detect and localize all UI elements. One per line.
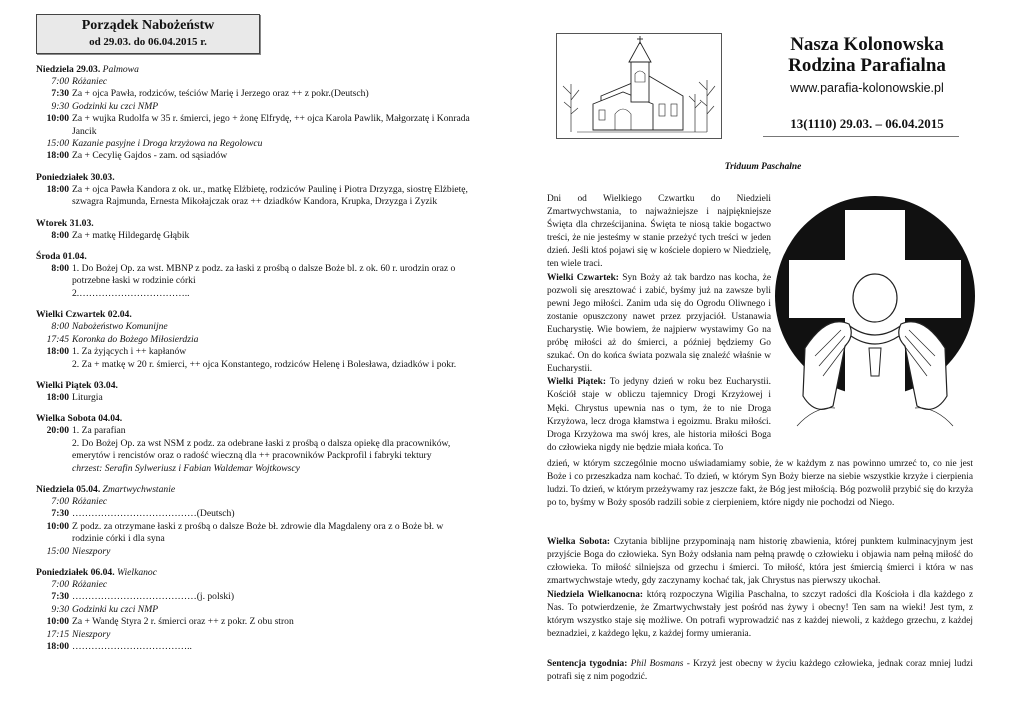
czwartek-text: Syn Boży aż tak bardzo nas kocha, że pozwoli się aresztować i zabić, byśmy już na zawsze byli pewni Jego miłości. Zanim uda się do Ogrodu Oliwnego i zostanie opuszczony nawet przez przyjaciół. Ustanawia Eucharystię. Wie bowiem, że najpierw wystawimy Go na próbę miłości aż do śmierci, a później będziemy Go szukać. On do końca świata pozwala się znaleźć właśnie w Eucharystii.	[547, 272, 771, 375]
day-title	[36, 380, 476, 392]
mass-intention: …………………………………(j. polski)	[72, 591, 235, 603]
schedule-row	[36, 113, 476, 138]
mass-time: 18:00	[46, 346, 69, 358]
section-title: Triduum Paschalne	[724, 162, 802, 172]
mass-intention: …………………………………(Deutsch)	[72, 508, 235, 520]
mass-time: 8:00	[51, 229, 69, 241]
schedule-days	[36, 64, 476, 653]
piatek-paragraph	[547, 376, 771, 455]
issue-number: 13(1110) 29.03. – 06.04.2015	[790, 116, 944, 131]
mass-intention: Za + wujka Rudolfa w 35 r. śmierci, jego + żonę Elfrydę, ++ ojca Karola Pawlik, Małgorzatę i Konrada Jancik	[72, 113, 470, 137]
schedule-day	[36, 484, 476, 558]
day-date: Wielki Czwartek 02.04.	[36, 309, 132, 321]
day-title	[36, 484, 476, 496]
sentencja-text: - Krzyż jest obecny w życiu każdego człowieka, jednak coraz mniej ludzi potrafi się z nim pogodzić.	[547, 659, 974, 683]
schedule-day	[36, 413, 476, 475]
mass-time: 18:00	[46, 150, 69, 162]
day-note: Wielkanoc	[117, 566, 157, 578]
divider	[763, 136, 959, 137]
schedule-row	[36, 392, 476, 404]
schedule-row	[36, 579, 476, 591]
mass-time	[36, 359, 72, 371]
schedule-day	[36, 380, 476, 404]
schedule-row	[36, 359, 476, 371]
schedule-row	[36, 150, 476, 162]
mass-intention: 2. Do Bożej Op. za wst NSM z podz. za odebrane łaski z prośbą o dalsza opiekę dla pracowników, emerytów i rencistów oraz o radość wieczną dla ++ pracowników Packprofil i fabryki tektury	[72, 437, 451, 462]
masthead	[543, 24, 975, 144]
mass-intention: Godzinki ku czci NMP	[72, 100, 159, 112]
day-title	[36, 251, 476, 263]
piatek-text: To jedyny dzień w roku bez Eucharystii. Kościół staje w obliczu tajemnicy Drogi Krzyżowej i Męki. Chrystus upewnia nas o tym, że to nie Droga Krzyżowa, lecz droga kłamstwa i egoizmu. Braku miłości. Droga Krzyżowa ma swój kres, ale historia miłości Boga do człowieka nigdy nie będzie miała końca. To	[547, 377, 771, 453]
day-title	[36, 567, 476, 579]
schedule-day	[36, 172, 476, 209]
schedule-row	[36, 521, 476, 546]
mass-intention: 1. Za żyjących i ++ kapłanów	[72, 346, 187, 358]
mass-intention: Różaniec	[72, 578, 108, 590]
mass-time	[36, 288, 72, 300]
mass-time: 18:00	[46, 183, 69, 195]
mass-time	[36, 463, 72, 475]
schedule-row	[36, 616, 476, 628]
day-date: Wielka Sobota 04.04.	[36, 413, 123, 425]
mass-intention: Nieszpory	[72, 545, 111, 557]
sentencja-author: Phil Bosmans	[630, 659, 684, 669]
mass-schedule	[36, 14, 476, 653]
day-date: Niedziela 29.03.	[36, 64, 101, 75]
schedule-row	[36, 76, 476, 88]
schedule-day	[36, 64, 476, 163]
mass-intention: 1. Do Bożej Op. za wst. MBNP z podz. za łaski z prośbą o dalsze Boże bl. z ok. 60 r. urodzin oraz o potrzebne łaski w rodzinie córki	[72, 263, 456, 287]
schedule-row	[36, 546, 476, 558]
schedule-row	[36, 591, 476, 603]
czwartek-label: Wielki Czwartek:	[547, 272, 619, 283]
day-title	[36, 309, 476, 321]
schedule-row	[36, 346, 476, 358]
mass-intention: 2.……………………………..	[72, 287, 190, 299]
schedule-row	[36, 334, 476, 346]
parish-website[interactable]: www.parafia-kolonowskie.pl	[790, 81, 944, 95]
schedule-row	[36, 101, 476, 113]
mass-time: 8:00	[51, 321, 69, 333]
article-columned	[547, 193, 771, 455]
eucharist-cross-illustration	[775, 196, 975, 452]
day-title	[36, 172, 476, 184]
schedule-row	[36, 438, 476, 463]
schedule-row	[36, 508, 476, 520]
schedule-row	[36, 629, 476, 641]
schedule-row	[36, 230, 476, 242]
day-note: Palmowa	[102, 64, 139, 75]
schedule-row	[36, 496, 476, 508]
piatek-label: Wielki Piątek:	[547, 377, 606, 388]
mass-time: 15:00	[46, 545, 69, 557]
schedule-day	[36, 567, 476, 653]
title-line-1: Nasza Kolonowska	[790, 34, 944, 55]
mass-time: 10:00	[46, 616, 69, 628]
mass-time: 7:30	[51, 591, 69, 603]
mass-time: 17:45	[46, 333, 69, 345]
day-note: Zmartwychwstanie	[102, 483, 176, 495]
intro-paragraph: Dni od Wielkiego Czwartku do Niedzieli Zmartwychwstania, to najważniejsze i najpiękniejsze Święta dla chrześcijanina. Święta te niosą takie bogactwo treści, że nie jesteśmy w stanie przeżyć tych treści w jeden dzień. Jeśli ktoś pojawi się w kościele dopiero w Niedzielę, ten wiele traci.	[547, 194, 771, 270]
mass-time: 7:30	[51, 88, 69, 100]
mass-intention: Kazanie pasyjne i Droga krzyżowa na Regolowcu	[72, 138, 263, 150]
mass-intention: Nabożeństwo Komunijne	[72, 321, 168, 333]
mass-time: 20:00	[46, 425, 69, 437]
title-line-2: Rodzina Parafialna	[788, 55, 946, 76]
day-date: Niedziela 05.04.	[36, 483, 101, 495]
mass-intention: Różaniec	[72, 495, 108, 507]
mass-time: 7:00	[51, 578, 69, 590]
church-illustration	[556, 33, 722, 139]
day-date: Poniedziałek 06.04.	[36, 566, 115, 578]
mass-intention: Z podz. za otrzymane łaski z prośbą o dalsze Boże bł. zdrowie dla Magdaleny ora z o Boże bł. w rodzinie córki i dla syna	[72, 520, 444, 545]
mass-time: 9:30	[51, 603, 69, 615]
day-date: Środa 01.04.	[36, 251, 87, 263]
schedule-row	[36, 138, 476, 150]
mass-time: 7:00	[51, 495, 69, 507]
mass-intention: Za + matkę Hildegardę Głąbik	[72, 229, 190, 241]
mass-intention: 2. Za + matkę w 20 r. śmierci, ++ ojca Konstantego, rodziców Helenę i Bolesława, dziadków i pokr.	[72, 358, 457, 370]
schedule-day	[36, 218, 476, 242]
newsletter-page	[543, 24, 975, 683]
schedule-row	[36, 288, 476, 300]
mass-time: 10:00	[46, 113, 69, 125]
mass-intention: Różaniec	[72, 76, 108, 87]
mass-intention: Za + ojca Pawła, rodziców, teściów Marię i Jerzego oraz ++ z pokr.(Deutsch)	[72, 88, 369, 100]
niedziela-label: Niedziela Wielkanocna:	[547, 590, 644, 600]
schedule-day	[36, 251, 476, 300]
day-title	[36, 218, 476, 230]
schedule-row	[36, 604, 476, 616]
schedule-header	[36, 14, 260, 54]
mass-time: 15:00	[46, 138, 69, 150]
schedule-day	[36, 309, 476, 371]
mass-intention: chrzest: Serafin Sylweriusz i Fabian Waldemar Wojtkowscy	[72, 462, 300, 474]
niedziela-paragraph	[547, 589, 973, 641]
mass-time	[36, 438, 72, 463]
schedule-row	[36, 425, 476, 437]
mass-intention: Za + Cecylię Gajdos - zam. od sąsiadów	[72, 150, 228, 162]
schedule-dates: od 29.03. do 06.04.2015 r.	[89, 36, 207, 48]
piatek-continued: dzień, w którym szczególnie mocno uświadamiamy sobie, że w każdym z nas powinno umrzeć to, co nie jest Boże i co przeszkadza nam kochać. To dzień, w którym Syn Boży bierze na siebie wszystkie krzyże i cierpienia ludzi. To dzień, w którym przeżywamy raz jeszcze fakt, że Bóg jest miłością. Bóg pozwolił przybić się do krzyża po to, byśmy w Boży sposób radzili sobie z cierpieniem, które nigdy nie pochodzi od Niego.	[547, 459, 973, 509]
schedule-title: Porządek Nabożeństw	[81, 18, 215, 33]
newsletter-title	[763, 34, 971, 76]
schedule-row	[36, 88, 476, 100]
sobota-paragraph	[547, 536, 973, 588]
schedule-row	[36, 263, 476, 288]
sentencja-label: Sentencja tygodnia:	[547, 659, 628, 669]
mass-time: 18:00	[46, 391, 69, 403]
day-date: Wtorek 31.03.	[36, 217, 94, 229]
day-title	[36, 413, 476, 425]
schedule-row	[36, 184, 476, 209]
mass-time: 7:30	[51, 508, 69, 520]
sentencja-paragraph	[547, 658, 973, 684]
mass-time: 17:15	[46, 628, 69, 640]
mass-intention: Nieszpory	[72, 628, 111, 640]
day-date: Wielki Piątek 03.04.	[36, 379, 118, 391]
mass-intention: Za + Wandę Styra 2 r. śmierci oraz ++ z pokr. Z obu stron	[72, 616, 294, 628]
mass-intention: Liturgia	[72, 391, 103, 403]
mass-intention: Za + ojca Pawła Kandora z ok. ur., matkę Elżbietę, rodziców Paulinę i Piotra Drzyzga, siostrę Elżbietę, szwagra Rajmunda, Ernesta Mikołajczak oraz ++ dziadków Kandora, Krupka, Drzyzga i Zyzik	[72, 183, 468, 208]
mass-intention: ………………………………..	[72, 641, 192, 652]
mass-time: 18:00	[46, 641, 69, 652]
mass-time: 8:00	[51, 263, 69, 275]
day-date: Poniedziałek 30.03.	[36, 171, 115, 183]
mass-intention: Godzinki ku czci NMP	[72, 603, 159, 615]
mass-time: 7:00	[51, 76, 69, 87]
sobota-label: Wielka Sobota:	[547, 537, 611, 547]
niedziela-text: którą rozpoczyna Wigilia Paschalna, to szczyt radości dla Kościoła i dla każdego z Nas. To potwierdzenie, że Zmartwychwstały jest pośród nas żywy i obecny! Ten sam na wieki! Jest tym, z którym wszystko staje się możliwe. On potrafi wyprowadzić nas z każdej niewoli, z każdego grzechu, z każdej beznadziei, z każdego lęku, z każdej formy umierania.	[547, 590, 973, 640]
czwartek-paragraph	[547, 272, 771, 377]
day-title	[36, 64, 476, 76]
mass-intention: 1. Za parafian	[72, 425, 126, 437]
mass-time: 10:00	[46, 520, 69, 532]
schedule-row	[36, 463, 476, 475]
sobota-text: Czytania biblijne przypominają nam historię zbawienia, której punktem kulminacyjnym jest przyjście Boga do człowieka. Syn Boży odsłania nam pełną prawdę o człowieku i objawia nam pełną miłość do człowieka. To miłość silniejsza od grzechu i śmierci. To miłość, która jest śmiercią śmierci i która w nas zmartwychwstaje wtedy, gdy zaczynamy kochać tak, jak Chrystus nas pierwszy ukochał.	[547, 537, 974, 587]
schedule-row	[36, 321, 476, 333]
mass-intention: Koronka do Bożego Miłosierdzia	[72, 333, 199, 345]
schedule-row	[36, 641, 476, 653]
mass-time: 9:30	[51, 100, 69, 112]
